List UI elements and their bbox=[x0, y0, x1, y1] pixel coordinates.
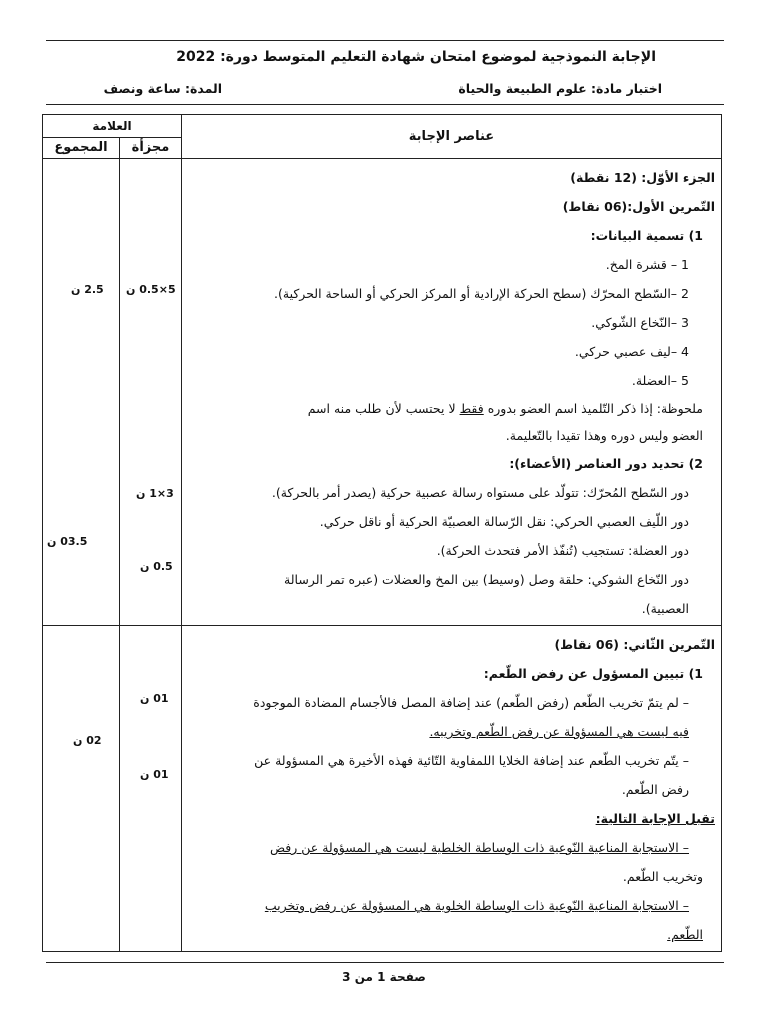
q1-note-line-2: العضو وليس دوره وهذا تقيدا بالتّعليمة. bbox=[505, 428, 703, 443]
ex2-item-2-cont: رفض الطّعم. bbox=[621, 782, 689, 797]
q2-title: 2) تحديد دور العناصر (الأعضاء): bbox=[509, 456, 703, 471]
q2-partial-mark-2: 0.5 ن bbox=[140, 560, 173, 573]
q1-item-4: 4 –ليف عصبي حركي. bbox=[574, 344, 689, 359]
q1-note bbox=[190, 395, 715, 422]
q1-note-emphasis: فقط bbox=[459, 401, 484, 416]
exercise-1-partial-cell bbox=[120, 159, 182, 626]
accept-item-1: – الاستجابة المناعية النّوعية ذات الوساطة الخلطية ليست هي المسؤولة عن رفض bbox=[269, 840, 689, 855]
q2-item-2: دور اللّيف العصبي الحركي: نقل الرّسالة العصبيّة الحركية أو ناقل حركي. bbox=[319, 514, 689, 529]
accept-item-2-cont: الطّعم. bbox=[667, 927, 703, 942]
ex2-item-1-cont: فيه ليست هي المسؤولة عن رفض الطّعم وتخريبه. bbox=[429, 724, 689, 739]
exercise-1-row bbox=[43, 159, 722, 626]
exercise-2-row bbox=[43, 626, 722, 952]
total-header: المجموع bbox=[43, 138, 120, 159]
q2-partial-mark-1: 3×1 ن bbox=[136, 487, 174, 500]
ex2-item-1: – لم يتمّ تخريب الطّعم (رفض الطّعم) عند إضافة المصل فالأجسام المضادة الموجودة bbox=[253, 695, 689, 710]
top-rule bbox=[46, 40, 724, 41]
part1-title: الجزء الأوّل: (12 نقطة) bbox=[570, 170, 715, 185]
header-rule bbox=[46, 104, 724, 105]
q1-item-2: 2 –السّطح المحرّك (سطح الحركة الإرادية أو المركز الحركي أو الساحة الحركية). bbox=[274, 286, 689, 301]
accept-title: تقبل الإجابة التالية: bbox=[595, 811, 715, 826]
exercise-1-content bbox=[182, 159, 722, 626]
q1-note-part-a: ملحوظة: إذا ذكر التّلميذ اسم العضو بدوره bbox=[483, 401, 703, 416]
ex2-q1-partial-mark-2: 01 ن bbox=[140, 768, 169, 781]
q2-item-1: دور السّطح المُحرّك: تتولّد على مستواه رسالة عصبية حركية (يصدر أمر بالحركة). bbox=[271, 485, 689, 500]
content-header: عناصر الإجابة bbox=[182, 115, 722, 159]
answer-table bbox=[42, 114, 722, 952]
accept-item-2: – الاستجابة المناعية النّوعية ذات الوساطة الخلوية هي المسؤولة عن رفض وتخريب bbox=[264, 898, 689, 913]
ex2-q1-total-mark: 02 ن bbox=[73, 734, 102, 747]
exercise-2-title: التّمرين الثّاني: (06 نقاط) bbox=[554, 637, 715, 652]
q2-item-4-cont: العصبية). bbox=[641, 601, 689, 616]
q2-item-4: دور النّخاع الشوكي: حلقة وصل (وسيط) بين المخ والعضلات (عبره تمر الرسالة bbox=[284, 572, 689, 587]
exercise-2-content bbox=[182, 626, 722, 952]
ex2-q1-title: 1) تبيين المسؤول عن رفض الطّعم: bbox=[483, 666, 703, 681]
page-title: الإجابة النموذجية لموضوع امتحان شهادة التعليم المتوسط دورة: 2022 bbox=[176, 49, 656, 65]
exercise-2-total-cell bbox=[43, 626, 120, 952]
q1-item-1: 1 – قشرة المخ. bbox=[605, 257, 689, 272]
q1-title: 1) تسمية البيانات: bbox=[590, 228, 703, 243]
accept-item-1-cont: وتخريب الطّعم. bbox=[622, 869, 703, 884]
q1-item-5: 5 –العضلة. bbox=[631, 373, 689, 388]
exercise-2-partial-cell bbox=[120, 626, 182, 952]
ex2-item-2: – يتّم تخريب الطّعم عند إضافة الخلايا اللمفاوية التّائية فهذه الأخيرة هي المسؤولة عن bbox=[254, 753, 689, 768]
bottom-rule bbox=[46, 962, 724, 963]
exam-duration: المدة: ساعة ونصف bbox=[103, 81, 222, 96]
exercise-1-title: التّمرين الأول:(06 نقاط) bbox=[562, 199, 715, 214]
exam-subject: اختبار مادة: علوم الطبيعة والحياة bbox=[458, 81, 662, 96]
page-number: صفحة 1 من 3 bbox=[342, 970, 426, 984]
q1-item-3: 3 –النّخاع الشّوكي. bbox=[591, 315, 689, 330]
q2-item-3: دور العضلة: تستجيب (تُنفّذ الأمر فتحدث الحركة). bbox=[436, 543, 689, 558]
exercise-1-total-cell bbox=[43, 159, 120, 626]
q2-total-mark: 03.5 ن bbox=[47, 535, 88, 548]
grade-header: العلامة bbox=[43, 115, 182, 138]
q1-note-part-c: لا يحتسب لأن طلب منه اسم bbox=[307, 401, 460, 416]
q1-total-mark: 2.5 ن bbox=[71, 283, 104, 296]
q1-partial-mark: 5×0.5 ن bbox=[126, 283, 176, 296]
partial-header: مجزأة bbox=[120, 138, 182, 159]
ex2-q1-partial-mark-1: 01 ن bbox=[140, 692, 169, 705]
